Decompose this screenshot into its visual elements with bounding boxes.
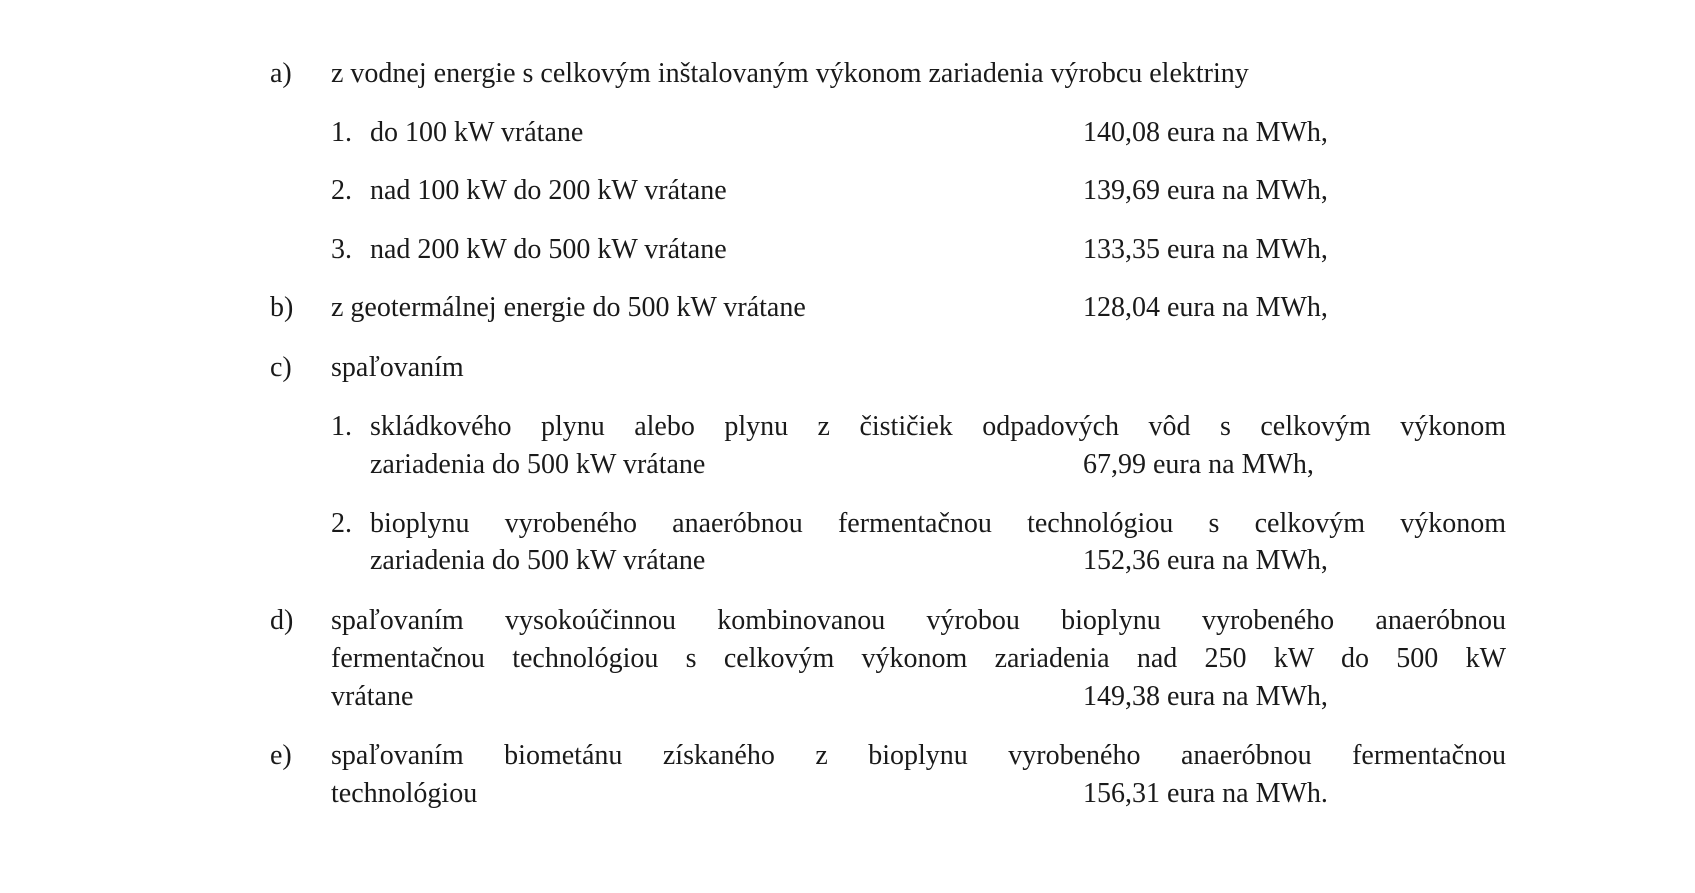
item-c-1-text-line2: zariadenia do 500 kW vrátane (370, 449, 706, 480)
item-c-2-price: 152,36 eura na MWh, (1083, 545, 1328, 576)
item-e-letter: e) (270, 740, 292, 771)
item-a-3-price: 133,35 eura na MWh, (1083, 234, 1328, 265)
item-c-text: spaľovaním (331, 352, 464, 383)
item-c-2-text-line2: zariadenia do 500 kW vrátane (370, 545, 706, 576)
item-e-price: 156,31 eura na MWh. (1083, 778, 1328, 809)
item-c-1-text-line1: skládkového plynu alebo plynu z čističiek odpadových vôd s celkovým výkonom (370, 413, 1506, 441)
item-c-2-number: 2. (331, 508, 352, 539)
item-a-2-number: 2. (331, 175, 352, 206)
item-a-1-text: do 100 kW vrátane (370, 117, 584, 148)
item-d-text-line2: fermentačnou technológiou s celkovým výkonom zariadenia nad 250 kW do 500 kW (331, 645, 1506, 673)
item-c-2-text-line1: bioplynu vyrobeného anaeróbnou fermentačnou technológiou s celkovým výkonom (370, 510, 1506, 538)
item-a-2-text: nad 100 kW do 200 kW vrátane (370, 175, 727, 206)
item-e-text-line1: spaľovaním biometánu získaného z bioplynu vyrobeného anaeróbnou fermentačnou (331, 742, 1506, 770)
item-d-text-line3: vrátane (331, 681, 414, 712)
item-b-price: 128,04 eura na MWh, (1083, 292, 1328, 323)
item-a-letter: a) (270, 58, 292, 89)
item-a-text: z vodnej energie s celkovým inštalovaným výkonom zariadenia výrobcu elektriny (331, 58, 1249, 89)
item-d-price: 149,38 eura na MWh, (1083, 681, 1328, 712)
item-a-3-number: 3. (331, 234, 352, 265)
item-c-letter: c) (270, 352, 292, 383)
item-d-text-line1: spaľovaním vysokoúčinnou kombinovanou výrobou bioplynu vyrobeného anaeróbnou (331, 607, 1506, 635)
item-c-1-number: 1. (331, 411, 352, 442)
item-a-2-price: 139,69 eura na MWh, (1083, 175, 1328, 206)
item-a-3-text: nad 200 kW do 500 kW vrátane (370, 234, 727, 265)
item-e-text-line2: technológiou (331, 778, 478, 809)
item-d-letter: d) (270, 605, 294, 636)
item-b-text: z geotermálnej energie do 500 kW vrátane (331, 292, 806, 323)
item-a-1-number: 1. (331, 117, 352, 148)
item-b-letter: b) (270, 292, 294, 323)
item-a-1-price: 140,08 eura na MWh, (1083, 117, 1328, 148)
item-c-1-price: 67,99 eura na MWh, (1083, 449, 1314, 480)
